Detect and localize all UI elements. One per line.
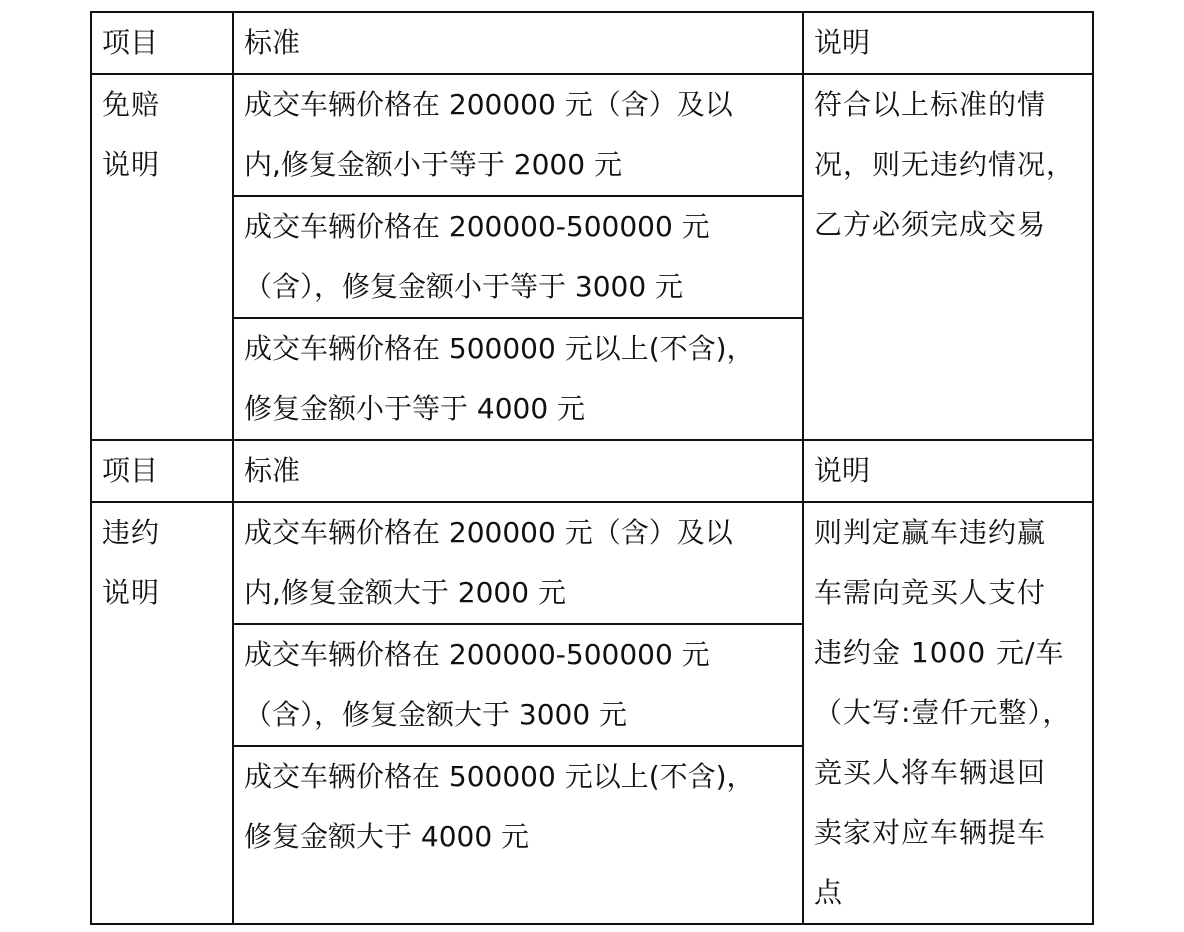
note-line: 则判定赢车违约赢: [814, 516, 1047, 549]
header-note-text: 说明: [814, 26, 871, 59]
header-note-text: 说明: [814, 454, 871, 487]
note-line: 点: [814, 876, 844, 909]
item-label-line: 免赔: [102, 88, 161, 121]
item-label-cell: [91, 502, 233, 924]
standard-line: 成交车辆价格在 200000-500000 元: [244, 210, 710, 243]
standard-line: （含），修复金额小于等于 3000 元: [244, 270, 684, 303]
header-note-cell: [803, 12, 1093, 74]
item-label-line: 说明: [102, 148, 161, 181]
standard-line: （含），修复金额大于 3000 元: [244, 698, 628, 731]
note-line: 车需向竞买人支付: [814, 576, 1047, 609]
header-row: [91, 440, 1093, 502]
note-line: 违约金 1000 元/车: [814, 636, 1065, 669]
header-item-text: 项目: [102, 26, 159, 59]
header-item-cell: [91, 440, 233, 502]
standard-cell: [233, 74, 803, 196]
standard-line: 修复金额小于等于 4000 元: [244, 392, 586, 425]
header-standard-cell: [233, 440, 803, 502]
note-cell: [803, 502, 1093, 924]
rules-table: [90, 11, 1094, 925]
standard-cell: [233, 318, 803, 440]
standard-line: 成交车辆价格在 200000 元（含）及以: [244, 516, 733, 549]
note-cell: [803, 74, 1093, 440]
header-item-text: 项目: [102, 454, 159, 487]
note-line: 竞买人将车辆退回: [814, 756, 1047, 789]
table-row: [91, 502, 1093, 624]
header-row: [91, 12, 1093, 74]
item-label-line: 说明: [102, 576, 161, 609]
standard-line: 成交车辆价格在 500000 元以上(不含)，: [244, 760, 755, 793]
note-line: 卖家对应车辆提车: [814, 816, 1047, 849]
standard-cell: [233, 746, 803, 924]
header-standard-text: 标准: [244, 454, 301, 487]
standard-cell: [233, 502, 803, 624]
header-item-cell: [91, 12, 233, 74]
note-line: 乙方必须完成交易: [814, 208, 1047, 241]
standard-cell: [233, 196, 803, 318]
standard-line: 成交车辆价格在 200000 元（含）及以: [244, 88, 733, 121]
note-line: 况，则无违约情况，: [814, 148, 1076, 181]
standard-line: 内,修复金额大于 2000 元: [244, 576, 566, 609]
table-row: [91, 74, 1093, 196]
note-line: （大写:壹仟元整），: [814, 696, 1072, 729]
standard-line: 修复金额大于 4000 元: [244, 820, 530, 853]
standard-line: 成交车辆价格在 500000 元以上(不含)，: [244, 332, 755, 365]
standard-cell: [233, 624, 803, 746]
header-note-cell: [803, 440, 1093, 502]
note-line: 符合以上标准的情: [814, 88, 1047, 121]
standard-line: 成交车辆价格在 200000-500000 元: [244, 638, 710, 671]
header-standard-cell: [233, 12, 803, 74]
standard-line: 内,修复金额小于等于 2000 元: [244, 148, 622, 181]
header-standard-text: 标准: [244, 26, 301, 59]
item-label-line: 违约: [102, 516, 161, 549]
item-label-cell: [91, 74, 233, 440]
